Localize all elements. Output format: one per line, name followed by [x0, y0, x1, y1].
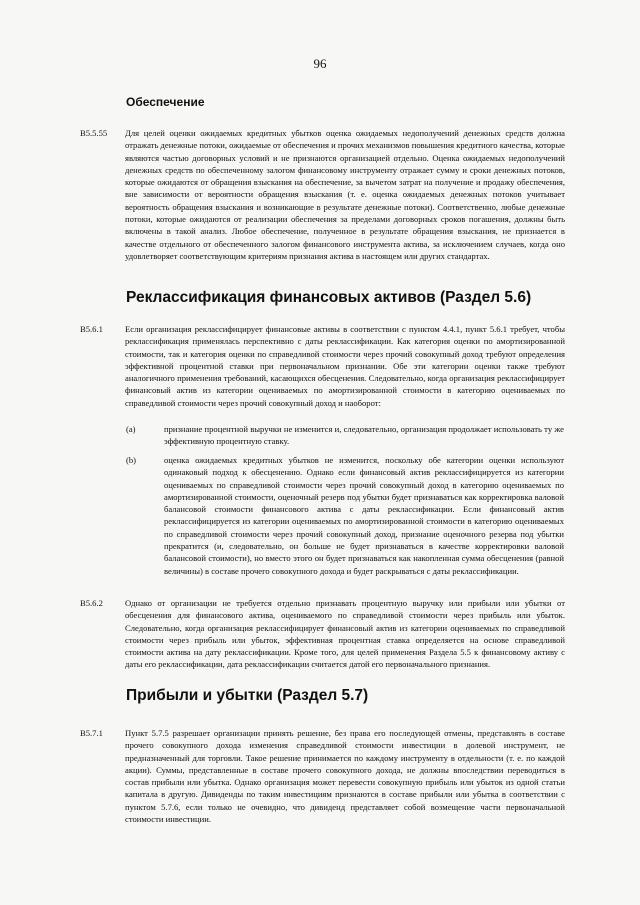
paragraph-number: B5.6.1 — [80, 324, 103, 334]
paragraph-number: B5.7.1 — [80, 728, 103, 738]
section-heading-gains-losses: Прибыли и убытки (Раздел 5.7) — [126, 687, 369, 704]
paragraph-number: B5.5.55 — [80, 128, 108, 138]
paragraph-text: Для целей оценки ожидаемых кредитных убытков оценка ожидаемых недополучений денежных средств должна отражать денежные потоки, ожидаемые от обеспечения и прочих механизмов повышения кредитного качества, которые являются частью договорных условий и не признаются организацией отдельно. Оценка ожидаемых недополучений денежных средств по обеспеченному залогом финансовому инструменту отражает сумму и сроки денежных потоков, которые ожидаются от обращения взыскания на обеспечение, за вычетом затрат на получение и продажу обеспечения, вне зависимости от вероятности обращения взыскания (т. е. оценка ожидаемых денежных потоков учитывает вероятность обращения взыскания и возникающие в результате денежные потоки). Соответственно, любые денежные потоки, которые ожидаются от реализации обеспечения за пределами договорных сроков погашения, должны быть включены в такой анализ. Любое обеспечение, полученное в результате обращения взыскания, не признается в качестве отдельного от обеспеченного залогом финансового инструмента актива, за исключением случаев, когда оно удовлетворяет соответствующим критериям признания актива в настоящем или других стандартах. — [125, 128, 565, 261]
paragraph-number: B5.6.2 — [80, 598, 103, 608]
list-item-label: (b) — [126, 455, 137, 465]
paragraph-text: Пункт 5.7.5 разрешает организации принять решение, без права его последующей отмены, представлять в составе прочего совокупного дохода изменения справедливой стоимости инвестиции в долевой инструмент, не предназначенный для торговли. Такое решение принимается по каждому инструменту в отдельности (т. е. по каждой акции). Суммы, представленные в составе прочего совокупного дохода, не должны впоследствии переводиться в состав прибыли или убытка. Однако организация может перевести совокупную прибыль или убыток из одной статьи капитала в другую. Дивиденды по таким инвестициям признаются в составе прибыли или убытка в соответствии с пунктом 5.7.6, если только не очевидно, что дивиденд представляет собой возмещение части первоначальной стоимости инвестиции. — [125, 728, 565, 825]
section-heading-reclassification: Реклассификация финансовых активов (Раздел 5.6) — [126, 289, 532, 306]
section-heading-collateral: Обеспечение — [126, 95, 205, 109]
page-number: 96 — [313, 56, 327, 71]
list-item-text: признание процентной выручки не изменится и, следовательно, организация продолжает использовать ту же эффективную процентную ставку. — [164, 424, 564, 447]
list-item-text: оценка ожидаемых кредитных убытков не изменится, поскольку обе категории оценки используют одинаковый подход к обесценению. Однако если финансовый актив реклассифицируется из категории оцениваемых по справедливой стоимости через прочий совокупный доход в категорию оцениваемых по амортизированной стоимости, оценочный резерв под убытки будет признаваться как корректировка валовой балансовой стоимости финансового актива с даты реклассификации. Если финансовый актив реклассифицируется из категории оцениваемых по амортизированной стоимости в категорию оцениваемых по справедливой стоимости через прочий совокупный доход, признание оценочного резерва под убытки прекратится (и, следовательно, он больше не будет признаваться в качестве корректировки валовой балансовой стоимости), но вместо этого он будет признаваться как накопленная сумма обесценения (равной величины) в составе прочего совокупного дохода и будет раскрываться с даты реклассификации. — [164, 455, 564, 576]
paragraph-text: Если организация реклассифицирует финансовые активы в соответствии с пунктом 4.4.1, пункт 5.6.1 требует, чтобы реклассификация применялась перспективно с даты реклассификации. Как категория оценки по амортизированной стоимости, так и категория оценки по справедливой стоимости через прочий совокупный доход требуют определения эффективной процентной ставки при первоначальном признании. Обе эти категории оценки также требуют аналогичного применения требований, касающихся обесценения. Следовательно, когда организация реклассифицирует финансовый актив из категории оцениваемых по амортизированной стоимости в категорию оцениваемых по справедливой стоимости через прочий совокупный доход и наоборот: — [125, 324, 565, 408]
list-item-label: (a) — [126, 424, 136, 434]
paragraph-text: Однако от организации не требуется отдельно признавать процентную выручку или прибыли или убытки от обесценения для финансового актива, оцениваемого по справедливой стоимости через прибыль или убыток. Следовательно, когда организация реклассифицирует финансовый актив из категории оцениваемых по справедливой стоимости через прибыль или убыток, эффективная процентная ставка определяется на основе справедливой стоимости актива на дату реклассификации. Кроме того, для целей применения Раздела 5.5 к финансовому активу с даты его реклассификации, дата реклассификации считается датой его первоначального признания. — [125, 598, 565, 670]
